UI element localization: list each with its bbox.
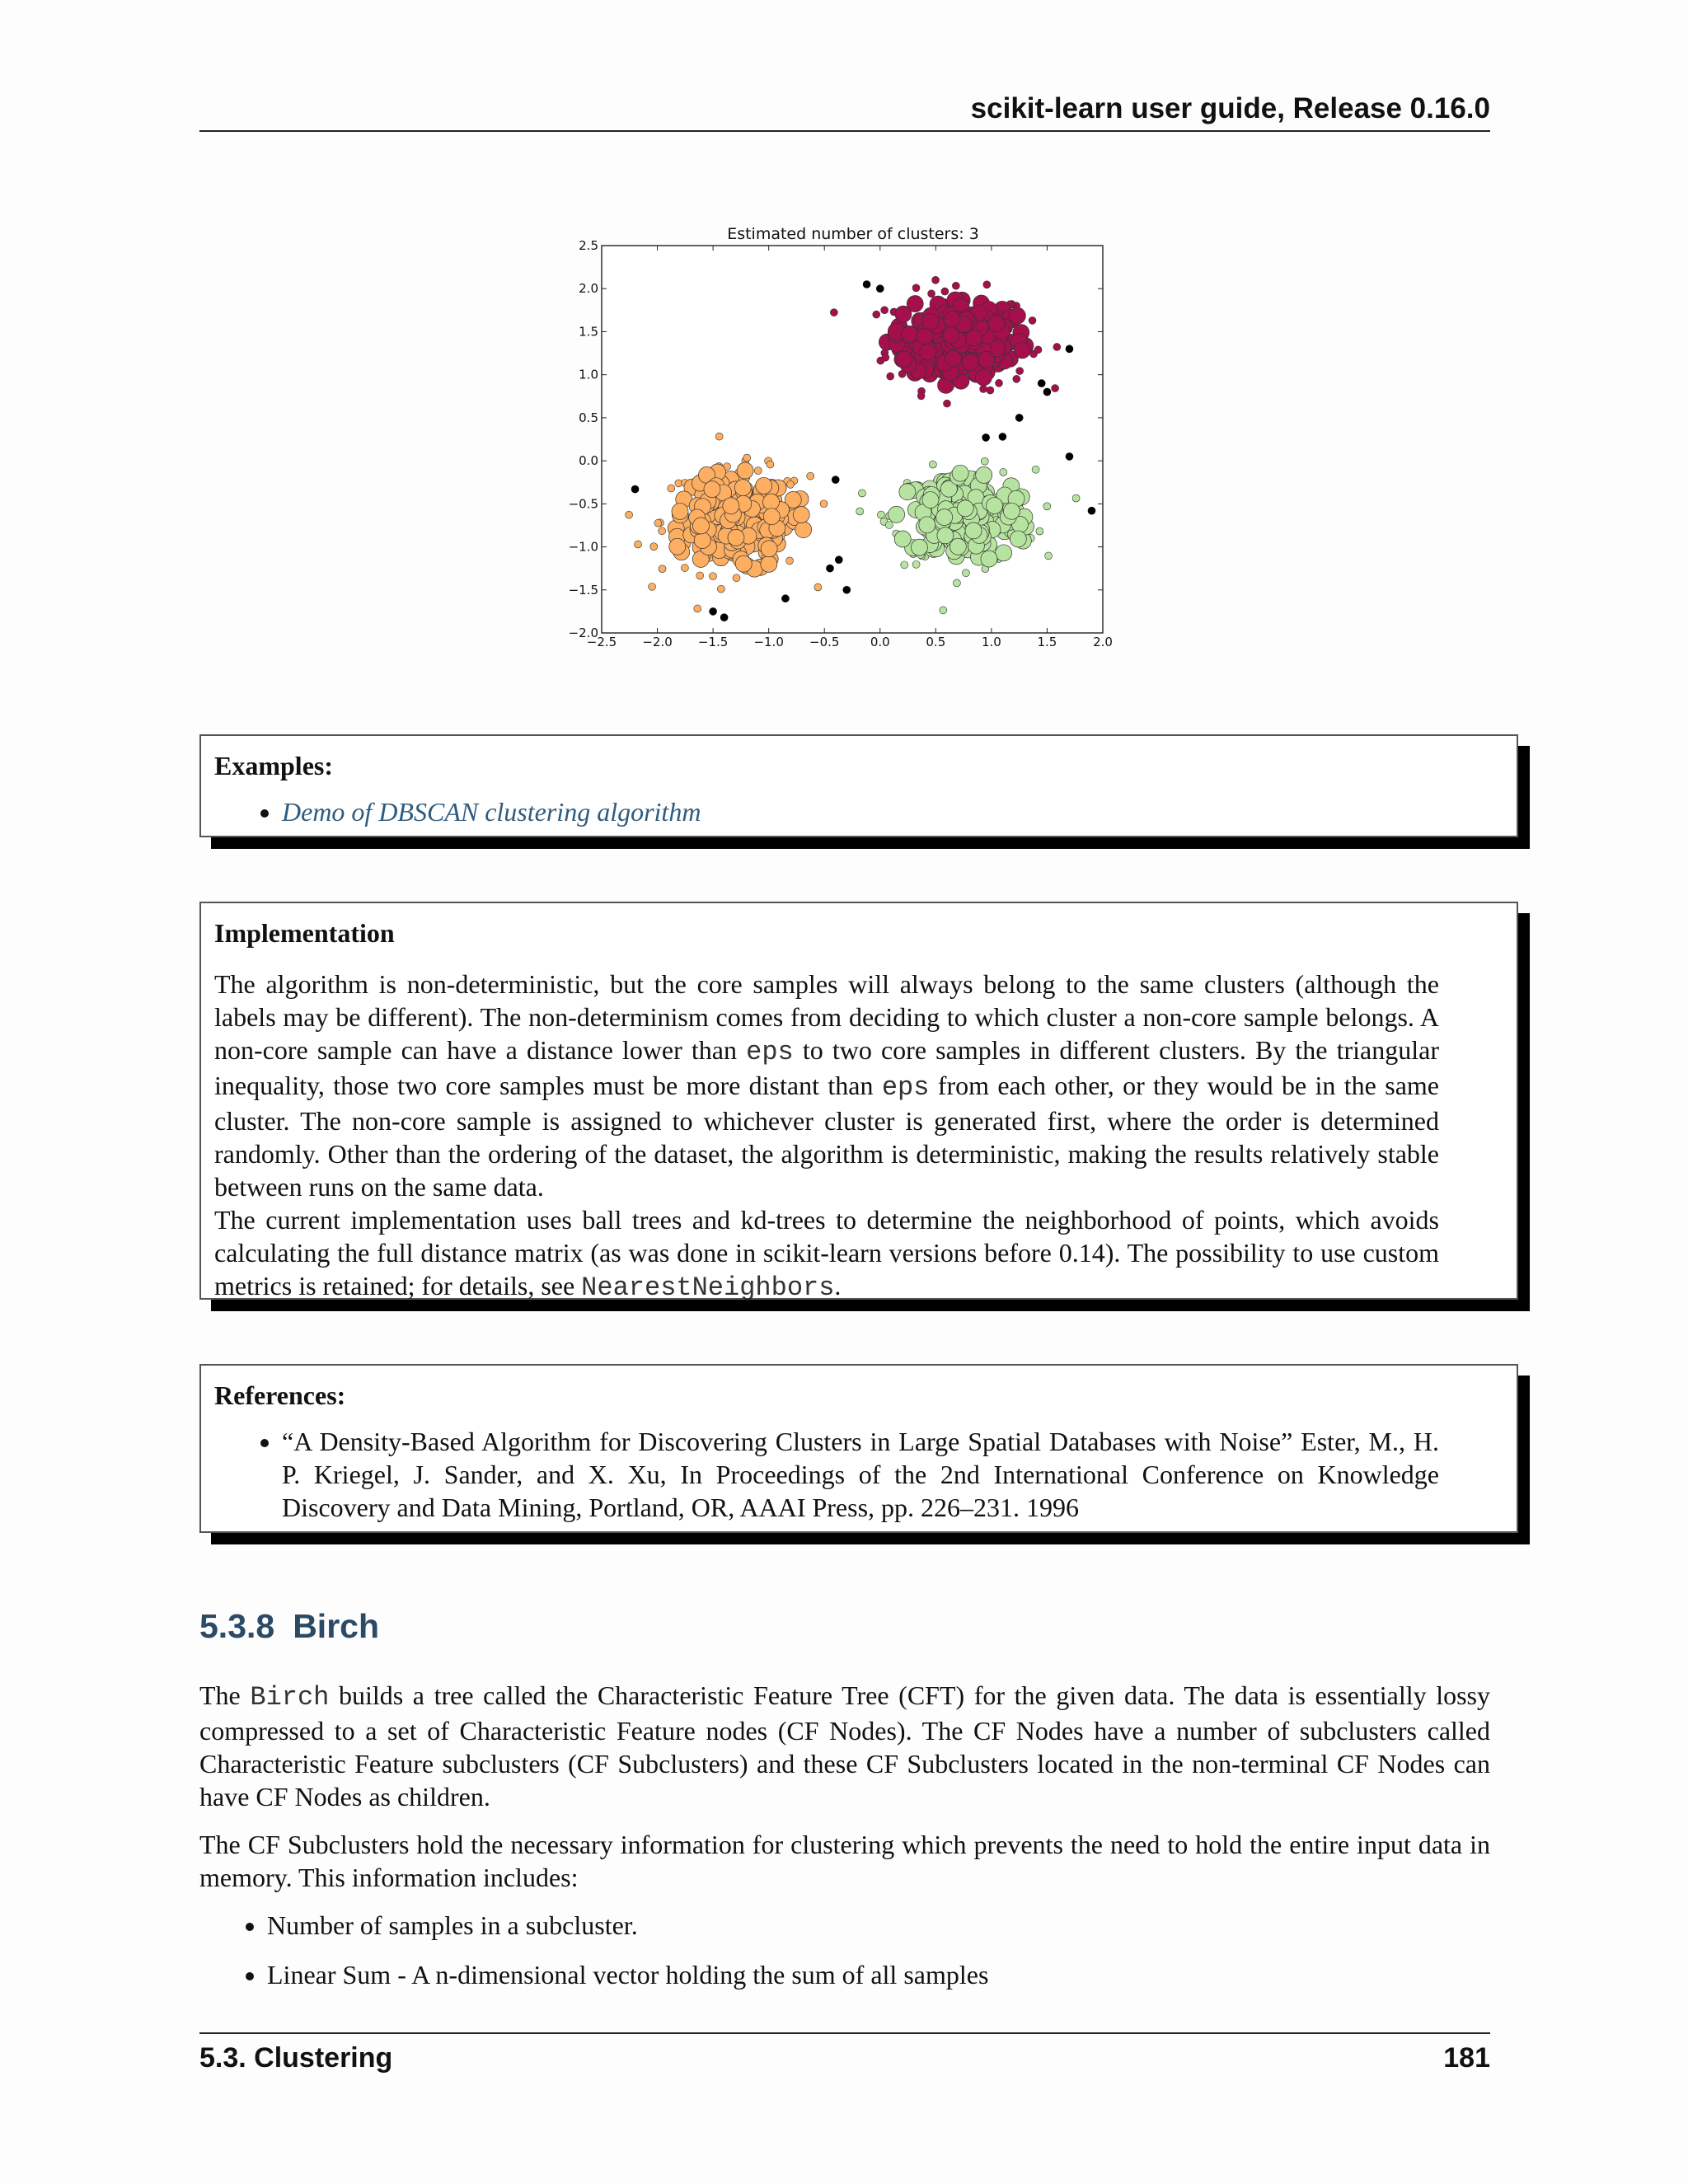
birch-paragraph-1 — [199, 1679, 1490, 1813]
x-tick-label: −1.0 — [753, 635, 784, 649]
y-tick-label: 2.5 — [579, 238, 598, 253]
birch-code-link[interactable]: Birch — [250, 1682, 330, 1713]
cluster-1-border-point — [743, 454, 751, 462]
cluster-0-border-point — [1013, 375, 1020, 382]
cluster-0-border-point — [983, 281, 991, 288]
references-list — [214, 1425, 1439, 1524]
cluster-2-border-point — [1036, 527, 1043, 535]
cluster-1-core-point — [728, 529, 744, 546]
examples-list — [214, 795, 1439, 828]
cluster-1-border-point — [709, 573, 716, 580]
cluster-0-core-point — [902, 326, 918, 343]
cluster-2-border-point — [912, 560, 920, 568]
cluster-2-border-point — [1043, 503, 1051, 510]
cluster-0-border-point — [887, 373, 894, 380]
cluster-1-border-point — [635, 541, 642, 548]
cluster-0-border-point — [912, 284, 920, 292]
cluster-1-core-point — [704, 481, 720, 498]
cluster-1-border-point — [649, 583, 656, 590]
footer-section: 5.3. Clustering — [199, 2042, 393, 2074]
cluster-2-border-point — [1000, 468, 1007, 476]
dbscan-figure — [569, 221, 1121, 658]
cluster-0-core-point — [944, 312, 960, 328]
noise-point — [876, 285, 884, 293]
running-header: scikit-learn user guide, Release 0.16.0 — [970, 92, 1490, 124]
cluster-1-core-point — [763, 494, 780, 510]
section-number: 5.3.8 — [199, 1607, 275, 1645]
noise-point — [710, 607, 717, 615]
cluster-0-border-point — [943, 400, 950, 407]
cluster-0-core-point — [988, 316, 1005, 332]
noise-point — [835, 556, 842, 564]
cluster-2-border-point — [1032, 466, 1039, 473]
cluster-0-core-point — [896, 351, 912, 368]
cluster-2-border-point — [858, 490, 865, 497]
cluster-1-core-point — [694, 532, 710, 549]
x-tick-label: −2.0 — [642, 635, 673, 649]
cluster-1-core-point — [735, 555, 752, 572]
examples-list-item — [282, 795, 1439, 828]
y-tick-label: 1.5 — [579, 324, 598, 340]
implementation-text: The current implementation uses ball trees and kd-trees to determine the neighborhood of points, which avoids calculating the full distance matrix (as was done in scikit-learn versions before 0.14). The possibility to use custom metrics is retained; for details, see — [214, 1205, 1439, 1301]
noise-point — [1038, 380, 1045, 387]
chart-title: Estimated number of clusters: 3 — [727, 225, 979, 243]
implementation-text: from each other, or they would be in the same cluster. The non-core sample is assigned to whichever cluster is generated first, where the order is determined randomly. Other than the ordering of the dataset, the algorithm is deterministic, making the results relatively stable between runs on the same data. — [214, 1071, 1440, 1202]
cluster-0-core-point — [1014, 342, 1030, 359]
y-tick-label: −0.5 — [569, 496, 598, 512]
noise-point — [781, 595, 789, 602]
cluster-2-core-point — [976, 466, 992, 483]
y-tick-label: 1.0 — [579, 367, 598, 382]
cluster-0-core-point — [945, 350, 961, 367]
y-tick-label: −1.5 — [569, 582, 598, 598]
cluster-2-core-point — [1003, 503, 1020, 519]
cluster-2-core-point — [936, 509, 953, 526]
noise-point — [720, 614, 728, 621]
cluster-0-core-point — [917, 328, 933, 344]
birch-text: The — [199, 1680, 251, 1710]
x-tick-label: −2.5 — [586, 635, 617, 649]
cluster-1-border-point — [807, 472, 814, 480]
cluster-0-border-point — [932, 276, 940, 284]
x-tick-label: −0.5 — [809, 635, 840, 649]
cluster-1-border-point — [767, 461, 774, 468]
cluster-2-border-point — [901, 561, 908, 569]
cluster-1-core-point — [763, 509, 780, 525]
cluster-2-border-point — [962, 569, 969, 577]
cluster-2-core-point — [950, 538, 966, 555]
birch-list-item: • Linear Sum - A n-dimensional vector holding the sum of all samples — [267, 1958, 1490, 1991]
cluster-1-border-point — [668, 485, 675, 492]
cluster-1-border-point — [814, 583, 822, 591]
section-heading — [199, 1607, 379, 1646]
cluster-0-core-point — [962, 354, 978, 371]
cluster-0-border-point — [882, 354, 889, 361]
cluster-0-border-point — [941, 288, 949, 295]
cluster-0-border-point — [1034, 346, 1042, 354]
x-tick-label: 0.0 — [870, 635, 890, 649]
reference-item: • “A Density-Based Algorithm for Discovering Clusters in Large Spatial Databases with Noise” Ester, M., H. P. Kriegel, J. Sander, and X. Xu, In Proceedings of the 2nd International Conference on Knowledge Discovery and Data Mining, Portland, OR, AAAI Press, pp. 226–231. 1996 — [282, 1425, 1439, 1524]
cluster-0-core-point — [975, 369, 992, 386]
cluster-0-border-point — [873, 311, 880, 318]
cluster-2-core-point — [952, 465, 968, 481]
cluster-1-border-point — [650, 543, 658, 551]
cluster-1-core-point — [669, 538, 686, 555]
cluster-2-core-point — [965, 523, 982, 539]
cluster-1-core-point — [761, 541, 777, 557]
cluster-0-border-point — [1016, 368, 1024, 375]
noise-point — [999, 433, 1006, 440]
implementation-box — [199, 902, 1518, 1303]
noise-point — [843, 586, 851, 593]
noise-point — [1015, 414, 1023, 421]
implementation-paragraph-2 — [214, 1203, 1439, 1305]
references-box — [199, 1364, 1518, 1533]
cluster-2-border-point — [953, 579, 960, 587]
cluster-1-border-point — [681, 565, 688, 572]
x-tick-label: −1.5 — [697, 635, 729, 649]
cluster-0-border-point — [996, 379, 1003, 387]
cluster-2-core-point — [919, 517, 935, 533]
cluster-2-border-point — [1072, 494, 1080, 502]
eps-code: eps — [746, 1037, 794, 1067]
cluster-1-border-point — [659, 527, 666, 535]
cluster-1-core-point — [723, 498, 739, 514]
cluster-2-core-point — [986, 498, 1002, 514]
cluster-0-core-point — [1009, 307, 1025, 324]
cluster-1-core-point — [692, 518, 709, 534]
cluster-2-core-point — [899, 484, 916, 500]
page-footer — [199, 2042, 1490, 2074]
cluster-1-border-point — [654, 519, 662, 527]
cluster-2-border-point — [929, 461, 936, 468]
cluster-0-border-point — [1052, 385, 1059, 392]
birch-list-item: • Number of samples in a subcluster. — [267, 1909, 1490, 1942]
cluster-2-core-point — [889, 506, 905, 523]
cluster-2-core-point — [922, 492, 939, 509]
cluster-2-core-point — [1010, 531, 1026, 547]
x-tick-label: 1.0 — [981, 635, 1001, 649]
birch-body — [199, 1679, 1490, 2008]
cluster-2-core-point — [894, 531, 911, 547]
cluster-2-border-point — [885, 521, 893, 528]
nearest-neighbors-link[interactable]: NearestNeighbors — [581, 1272, 835, 1303]
cluster-1-border-point — [786, 480, 794, 488]
cluster-0-core-point — [895, 306, 912, 322]
x-tick-label: 1.5 — [1037, 635, 1057, 649]
cluster-2-border-point — [877, 511, 884, 518]
y-tick-label: 0.0 — [579, 453, 598, 469]
section-title: Birch — [293, 1607, 380, 1645]
implementation-paragraph-1 — [214, 968, 1439, 1203]
cluster-0-border-point — [987, 387, 994, 394]
noise-point — [631, 485, 639, 493]
header-rule — [199, 130, 1490, 132]
cluster-0-core-point — [922, 314, 939, 330]
cluster-1-core-point — [756, 477, 772, 494]
noise-point — [1066, 345, 1073, 353]
footer-rule — [199, 2032, 1490, 2034]
cluster-1-core-point — [761, 555, 777, 572]
cluster-0-core-point — [920, 344, 936, 360]
implementation-text: The algorithm is non-deterministic, but the core samples will always belong to the same clusters (although the labels may be different). The non-determinism comes from deciding to which cluster a non-core sample belongs. A non-core sample can have a distance lower than — [214, 969, 1439, 1065]
page-number: 181 — [1443, 2042, 1490, 2074]
noise-point — [863, 281, 870, 288]
cluster-0-border-point — [1053, 343, 1061, 350]
cluster-0-core-point — [943, 327, 959, 344]
cluster-0-border-point — [952, 282, 959, 289]
cluster-1-border-point — [717, 585, 724, 593]
eps-code: eps — [881, 1072, 930, 1103]
y-tick-label: 2.0 — [579, 281, 598, 297]
examples-title: Examples: — [214, 751, 333, 780]
x-tick-label: 0.5 — [926, 635, 946, 649]
x-tick-label: 2.0 — [1093, 635, 1113, 649]
plot-area — [602, 246, 1103, 633]
cluster-0-border-point — [881, 307, 889, 314]
cluster-1-core-point — [734, 480, 751, 496]
cluster-1-border-point — [659, 565, 666, 573]
dbscan-demo-link[interactable]: Demo of DBSCAN clustering algorithm — [282, 797, 701, 827]
examples-box — [199, 734, 1518, 837]
cluster-2-core-point — [957, 500, 973, 517]
y-tick-label: −2.0 — [569, 626, 598, 640]
noise-point — [1043, 388, 1051, 396]
dbscan-scatter-chart — [569, 221, 1121, 658]
references-title: References: — [214, 1380, 346, 1410]
cluster-1-border-point — [733, 574, 740, 582]
cluster-1-border-point — [785, 557, 793, 565]
cluster-1-border-point — [696, 572, 704, 579]
cluster-0-border-point — [1029, 316, 1036, 324]
noise-point — [1088, 507, 1095, 514]
cluster-2-border-point — [981, 457, 988, 465]
implementation-text: . — [834, 1271, 842, 1301]
cluster-0-core-point — [978, 351, 995, 368]
y-tick-label: 0.5 — [579, 410, 598, 425]
birch-text: builds a tree called the Characteristic Feature Tree (CFT) for the given data. The data is essentially lossy compressed to a set of Characteristic Feature nodes (CF Nodes). The CF Nodes have a number of subclusters called Characteristic Feature subclusters (CF Subclusters) and these CF Subclusters located in the non-terminal CF Nodes can have CF Nodes as children. — [199, 1680, 1491, 1811]
birch-list — [199, 1909, 1490, 1991]
noise-point — [832, 476, 839, 484]
implementation-text: to two core samples in different clusters. By the triangular inequality, those two core samples must be more distant than — [214, 1035, 1440, 1100]
noise-point — [826, 565, 833, 572]
implementation-title: Implementation — [214, 918, 395, 948]
cluster-0-core-point — [966, 330, 982, 346]
cluster-0-border-point — [928, 290, 935, 298]
cluster-2-core-point — [996, 545, 1012, 561]
birch-paragraph-2: The CF Subclusters hold the necessary information for clustering which prevents the need to hold the entire input data in memory. This information includes: — [199, 1830, 1490, 1892]
y-tick-label: −1.0 — [569, 539, 598, 555]
cluster-1-border-point — [820, 500, 828, 508]
cluster-0-border-point — [917, 392, 925, 400]
cluster-1-core-point — [737, 462, 753, 479]
cluster-0-border-point — [830, 309, 837, 316]
cluster-2-border-point — [940, 607, 947, 614]
cluster-2-core-point — [911, 539, 927, 555]
cluster-2-border-point — [1045, 552, 1053, 560]
cluster-2-core-point — [937, 527, 954, 544]
cluster-1-core-point — [793, 507, 809, 523]
cluster-1-border-point — [626, 511, 633, 518]
noise-point — [1066, 452, 1073, 460]
cluster-1-core-point — [795, 522, 812, 538]
cluster-2-core-point — [981, 551, 997, 567]
cluster-2-border-point — [856, 508, 864, 515]
noise-point — [982, 434, 990, 441]
cluster-0-border-point — [980, 385, 987, 392]
cluster-1-border-point — [715, 433, 723, 440]
cluster-1-border-point — [694, 605, 701, 612]
cluster-1-border-point — [754, 467, 762, 475]
cluster-1-core-point — [672, 503, 688, 519]
